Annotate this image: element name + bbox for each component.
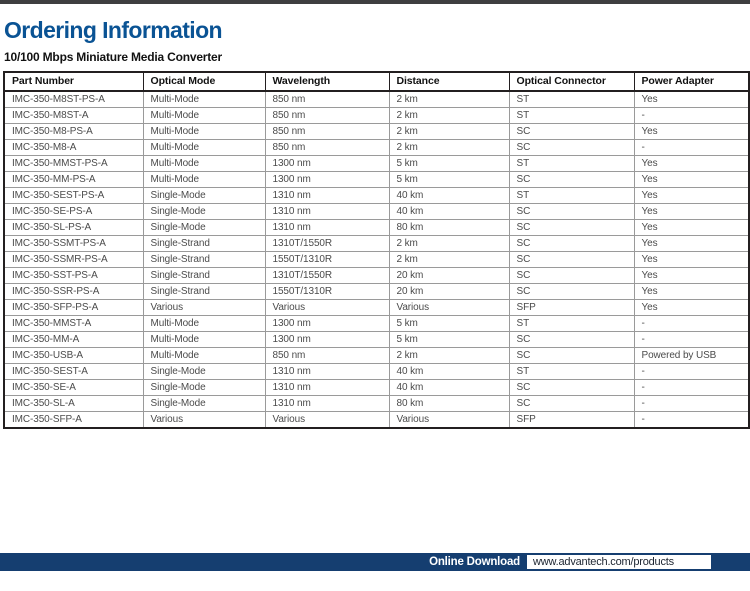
table-section-subtitle: 10/100 Mbps Miniature Media Converter	[4, 50, 222, 64]
table-cell: IMC-350-USB-A	[4, 348, 143, 364]
table-cell: -	[634, 396, 749, 412]
table-cell: SC	[509, 268, 634, 284]
table-cell: IMC-350-SSMR-PS-A	[4, 252, 143, 268]
table-cell: IMC-350-SL-A	[4, 396, 143, 412]
table-cell: Single-Strand	[143, 236, 265, 252]
table-cell: 1550T/1310R	[265, 284, 389, 300]
table-cell: 1310T/1550R	[265, 236, 389, 252]
table-cell: 5 km	[389, 172, 509, 188]
table-cell: -	[641, 414, 645, 425]
table-cell: Multi-Mode	[143, 124, 265, 140]
table-cell: SC	[509, 332, 634, 348]
table-cell: 40 km	[389, 188, 509, 204]
table-cell: 2 km	[389, 348, 509, 364]
table-cell: 1300 nm	[265, 156, 389, 172]
table-cell: IMC-350-M8ST-PS-A	[4, 91, 143, 108]
table-cell: Multi-Mode	[143, 108, 265, 124]
table-cell: 40 km	[389, 364, 509, 380]
table-cell: 1310 nm	[265, 396, 389, 412]
ordering-table-body	[4, 91, 749, 428]
column-header: Power Adapter	[634, 72, 749, 91]
table-cell: -	[634, 380, 749, 396]
table-row	[4, 332, 749, 348]
table-cell: SC	[509, 252, 634, 268]
table-cell: 1300 nm	[265, 316, 389, 332]
table-cell: ST	[509, 188, 634, 204]
table-cell: Multi-Mode	[143, 140, 265, 156]
table-cell: Yes	[634, 268, 749, 284]
table-cell: 1550T/1310R	[265, 252, 389, 268]
table-cell: Multi-Mode	[143, 172, 265, 188]
table-row	[4, 300, 749, 316]
table-cell: ST	[509, 91, 634, 108]
table-cell: SC	[509, 348, 634, 364]
table-cell: SC	[509, 172, 634, 188]
table-row	[4, 268, 749, 284]
table-cell: IMC-350-MM-A	[4, 332, 143, 348]
table-cell: IMC-350-SST-PS-A	[4, 268, 143, 284]
table-cell: IMC-350-SEST-PS-A	[4, 188, 143, 204]
table-cell: SC	[509, 396, 634, 412]
table-cell: 40 km	[389, 380, 509, 396]
table-cell: 850 nm	[265, 348, 389, 364]
table-cell: Single-Strand	[143, 284, 265, 300]
table-cell: SC	[509, 380, 634, 396]
table-cell: 2 km	[389, 140, 509, 156]
table-cell: Multi-Mode	[143, 316, 265, 332]
table-row	[4, 412, 749, 429]
table-cell: 1310T/1550R	[265, 268, 389, 284]
table-row	[4, 220, 749, 236]
table-row	[4, 108, 749, 124]
table-cell: IMC-350-SFP-PS-A	[4, 300, 143, 316]
table-cell: 5 km	[389, 156, 509, 172]
table-cell: 80 km	[389, 220, 509, 236]
table-cell: Single-Mode	[143, 364, 265, 380]
table-cell: IMC-350-SL-PS-A	[4, 220, 143, 236]
table-cell: ST	[509, 364, 634, 380]
table-cell: IMC-350-MMST-A	[4, 316, 143, 332]
table-cell: 2 km	[389, 236, 509, 252]
table-cell: 80 km	[389, 396, 509, 412]
table-cell: Multi-Mode	[143, 348, 265, 364]
table-row	[4, 316, 749, 332]
table-cell: IMC-350-SFP-A	[4, 412, 143, 429]
table-cell: IMC-350-M8ST-A	[4, 108, 143, 124]
table-cell: ST	[509, 108, 634, 124]
table-cell: SC	[509, 124, 634, 140]
table-cell: 850 nm	[265, 91, 389, 108]
top-border-bar	[0, 0, 750, 4]
table-cell: Single-Strand	[143, 252, 265, 268]
table-cell: Single-Mode	[143, 204, 265, 220]
column-header: Optical Connector	[509, 72, 634, 91]
page-title: Ordering Information	[4, 17, 223, 43]
table-cell: 850 nm	[265, 140, 389, 156]
table-cell: Single-Strand	[143, 268, 265, 284]
table-cell: Yes	[634, 284, 749, 300]
table-cell: IMC-350-SSMT-PS-A	[4, 236, 143, 252]
online-download-label: Online Download	[429, 556, 520, 568]
table-cell: 1310 nm	[265, 364, 389, 380]
table-cell: 850 nm	[265, 124, 389, 140]
table-cell: Yes	[634, 188, 749, 204]
table-cell: ST	[509, 156, 634, 172]
table-cell: IMC-350-M8-PS-A	[4, 124, 143, 140]
table-cell: SC	[509, 284, 634, 300]
table-row	[4, 236, 749, 252]
table-cell: Various	[265, 300, 389, 316]
table-cell: 1300 nm	[265, 172, 389, 188]
table-row	[4, 156, 749, 172]
page-content	[0, 18, 750, 429]
table-row	[4, 140, 749, 156]
download-url-link[interactable]: www.advantech.com/products	[527, 555, 711, 569]
table-cell: Multi-Mode	[143, 332, 265, 348]
table-cell: Yes	[634, 172, 749, 188]
table-cell: Single-Mode	[143, 220, 265, 236]
ordering-table	[3, 71, 750, 429]
table-cell: -	[634, 316, 749, 332]
table-cell: Various	[389, 412, 509, 429]
table-cell: Powered by USB	[634, 348, 749, 364]
table-cell: Multi-Mode	[143, 156, 265, 172]
table-cell: 5 km	[389, 316, 509, 332]
table-cell: Yes	[634, 220, 749, 236]
table-cell: -	[634, 364, 749, 380]
table-cell: Single-Mode	[143, 396, 265, 412]
table-cell: Yes	[634, 91, 749, 108]
table-cell: Yes	[634, 124, 749, 140]
header-row	[4, 72, 749, 91]
column-header: Distance	[389, 72, 509, 91]
table-cell: 850 nm	[265, 108, 389, 124]
table-cell: IMC-350-SSR-PS-A	[4, 284, 143, 300]
table-cell: IMC-350-SEST-A	[4, 364, 143, 380]
table-cell: 1300 nm	[265, 332, 389, 348]
table-cell: 5 km	[389, 332, 509, 348]
table-cell: 1310 nm	[265, 220, 389, 236]
table-cell: Single-Mode	[143, 380, 265, 396]
table-cell: 1310 nm	[265, 204, 389, 220]
table-cell: Yes	[634, 204, 749, 220]
table-cell: Various	[389, 300, 509, 316]
table-cell: 1310 nm	[265, 380, 389, 396]
table-cell: IMC-350-MM-PS-A	[4, 172, 143, 188]
table-cell: 20 km	[389, 284, 509, 300]
table-row	[4, 91, 749, 108]
table-cell: SC	[509, 140, 634, 156]
table-cell: Yes	[634, 252, 749, 268]
table-cell: IMC-350-SE-A	[4, 380, 143, 396]
table-row	[4, 204, 749, 220]
table-cell: -	[634, 332, 749, 348]
table-cell: Single-Mode	[143, 188, 265, 204]
column-header: Part Number	[4, 72, 143, 91]
table-cell: -	[634, 108, 749, 124]
table-cell: Yes	[634, 156, 749, 172]
table-cell: 40 km	[389, 204, 509, 220]
table-cell: 2 km	[389, 124, 509, 140]
ordering-table-header	[4, 72, 749, 91]
table-cell: Multi-Mode	[143, 91, 265, 108]
table-cell: SFP	[509, 412, 634, 429]
table-row	[4, 380, 749, 396]
table-row	[4, 284, 749, 300]
table-cell: Various	[143, 412, 265, 429]
table-row	[4, 124, 749, 140]
table-row	[4, 364, 749, 380]
table-row	[4, 172, 749, 188]
table-cell: -	[634, 140, 749, 156]
table-cell: 20 km	[389, 268, 509, 284]
table-cell: Various	[143, 300, 265, 316]
table-cell: Various	[265, 412, 389, 429]
table-cell: SC	[509, 236, 634, 252]
column-header: Wavelength	[265, 72, 389, 91]
table-cell: SC	[509, 220, 634, 236]
table-cell: 2 km	[389, 108, 509, 124]
table-cell: 2 km	[389, 91, 509, 108]
table-row	[4, 188, 749, 204]
column-header: Optical Mode	[143, 72, 265, 91]
table-row	[4, 348, 749, 364]
table-cell: ST	[509, 316, 634, 332]
table-cell: SC	[509, 204, 634, 220]
table-cell: Yes	[634, 236, 749, 252]
table-row	[4, 396, 749, 412]
table-cell: Yes	[634, 300, 749, 316]
table-cell: SFP	[509, 300, 634, 316]
table-cell: 2 km	[389, 252, 509, 268]
table-cell: 1310 nm	[265, 188, 389, 204]
table-cell: IMC-350-SE-PS-A	[4, 204, 143, 220]
table-row	[4, 252, 749, 268]
table-cell: IMC-350-M8-A	[4, 140, 143, 156]
table-cell: IMC-350-MMST-PS-A	[4, 156, 143, 172]
online-download-bar	[0, 553, 750, 571]
